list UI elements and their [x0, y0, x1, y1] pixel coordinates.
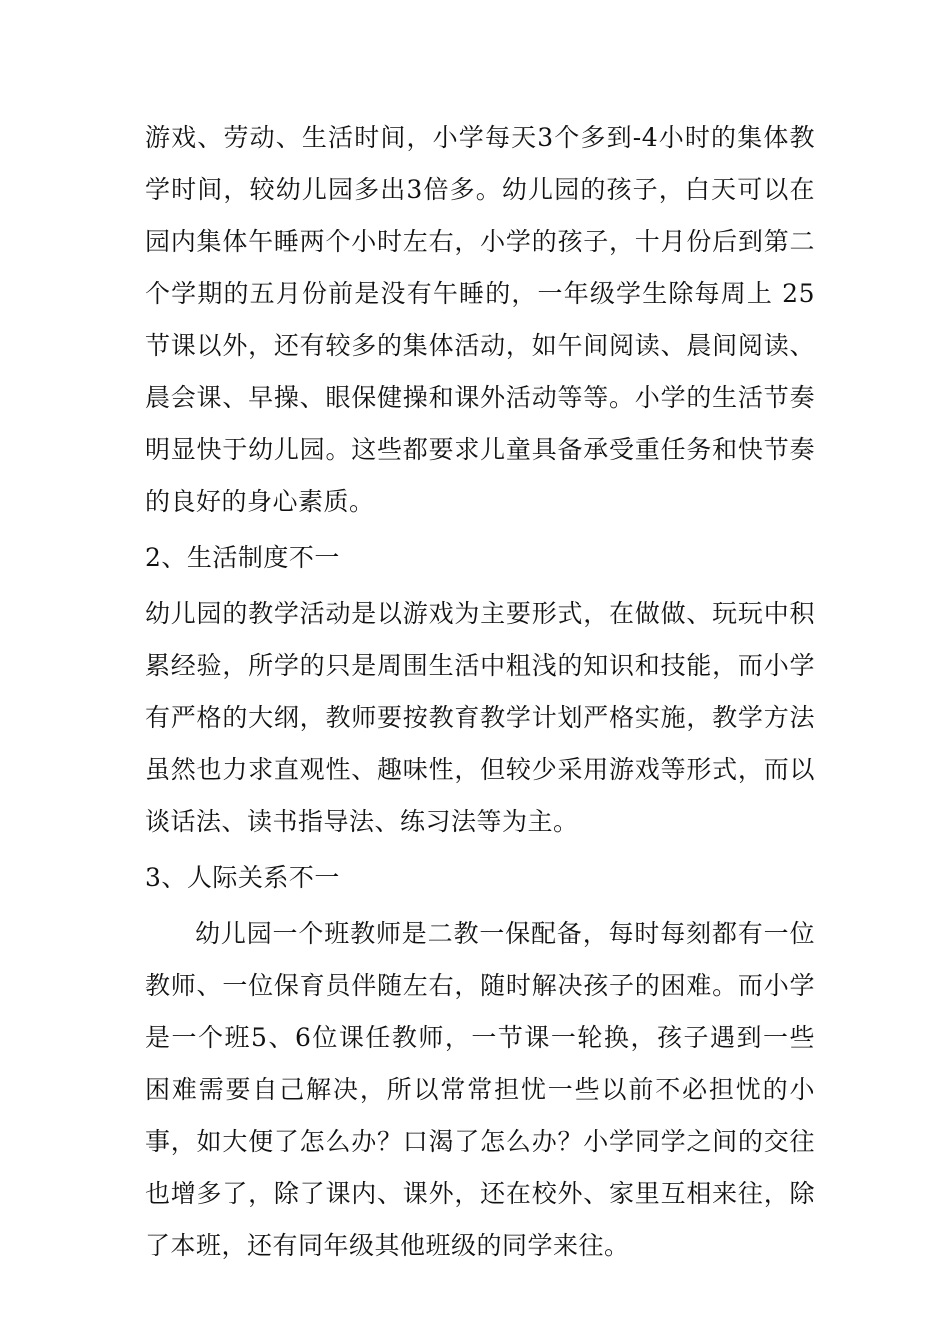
heading-living-system: 2、生活制度不一 [145, 543, 340, 572]
heading-relationships: 3、人际关系不一 [145, 863, 340, 892]
paragraph-schedule: 游戏、劳动、生活时间，小学每天3个多到-4小时的集体教学时间，较幼儿园多出3倍多。幼儿园的孩子，白天可以在园内集体午睡两个小时左右，小学的孩子，十月份后到第二个学期的五月份前是没有午睡的，一年级学生除每周上 25 节课以外，还有较多的集体活动，如午间阅读、晨间阅读、晨会课、早操、眼保健操和课外活动等等。小学的生活节奏明显快于幼儿园。这些都要求儿童具备承受重任务和快节奏的良好的身心素质。 [145, 123, 815, 516]
paragraph-teachers: 幼儿园一个班教师是二教一保配备，每时每刻都有一位教师、一位保育员伴随左右，随时解决孩子的困难。而小学是一个班5、6位课任教师，一节课一轮换，孩子遇到一些困难需要自己解决，所以常常担忧一些以前不必担忧的小事，如大便了怎么办？口渴了怎么办？小学同学之间的交往也增多了，除了课内、课外，还在校外、家里互相来往，除了本班，还有同年级其他班级的同学来往。 [145, 919, 815, 1260]
paragraph-teaching-activities: 幼儿园的教学活动是以游戏为主要形式，在做做、玩玩中积累经验，所学的只是周围生活中粗浅的知识和技能，而小学有严格的大纲，教师要按教育教学计划严格实施，教学方法虽然也力求直观性、趣味性，但较少采用游戏等形式，而以谈话法、读书指导法、练习法等为主。 [145, 599, 815, 836]
document-page [145, 112, 815, 1272]
